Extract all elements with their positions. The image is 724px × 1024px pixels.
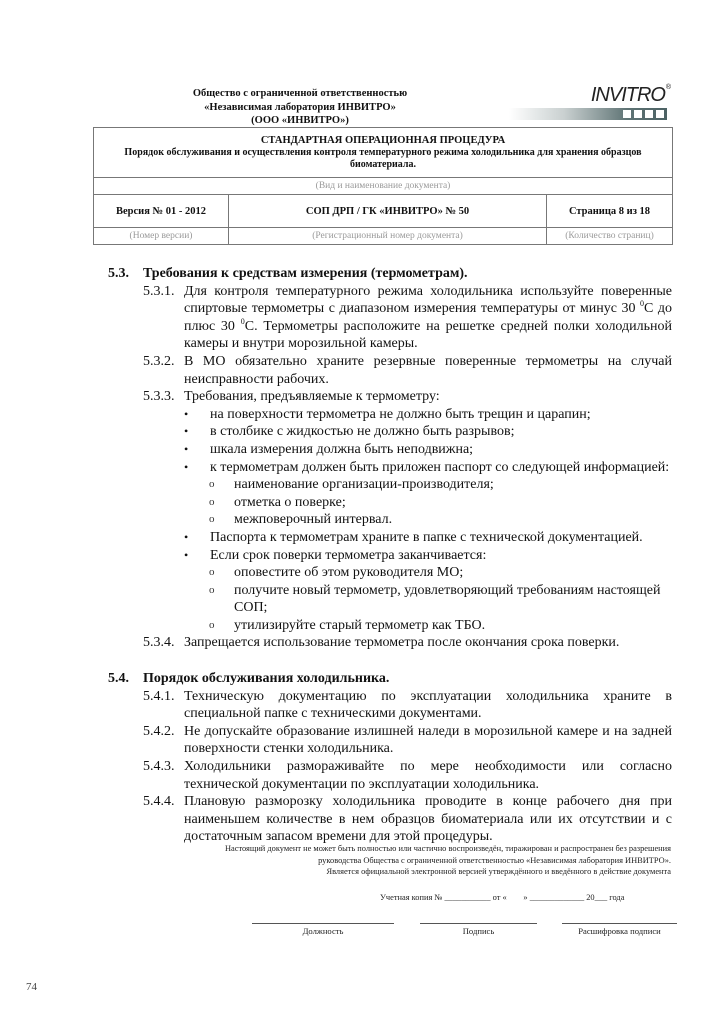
sub-list-item — [0, 476, 672, 494]
list-item-text: шкала измерения должна быть неподвижна; — [210, 441, 474, 457]
section-heading-5-3 — [0, 265, 724, 283]
logo-wordmark: INVITRO — [590, 84, 665, 106]
list-item — [0, 459, 672, 477]
clause-number: 5.3.2. — [143, 353, 175, 369]
list-item-text: на поверхности термометра не должно быть трещин и царапин; — [210, 406, 591, 422]
section-number: 5.3. — [108, 266, 129, 281]
signature-line-signature — [420, 923, 537, 924]
degree-mark: 0 — [240, 316, 245, 326]
page-number: 74 — [26, 981, 37, 993]
bullet-icon: • — [184, 459, 189, 474]
clause-text: Запрещается использование термометра после окончания срока поверки. — [184, 635, 620, 651]
sub-list-item — [0, 511, 672, 529]
notice-line: Является официальной электронной версией утверждённого и введённого в действие документа — [326, 867, 671, 876]
accounting-copy-line: Учетная копия № ___________ от « » _____________ 20___ года — [380, 893, 625, 902]
bullet-icon: • — [184, 529, 189, 544]
registration-number: СОП ДРП / ГК «ИНВИТРО» № 50 — [229, 195, 547, 228]
clause-5-3-2 — [0, 353, 672, 388]
document-body — [0, 265, 724, 846]
clause-number: 5.3.4. — [143, 635, 175, 651]
clause-text: С до плюс 30 — [184, 301, 672, 334]
clause-text: С. Термометры расположите на решетке средней полки холодильной камеры и внутри морозильной камеры. — [184, 318, 673, 352]
logo-square-icon — [656, 110, 664, 118]
clause-number: 5.4.2. — [143, 723, 175, 739]
bullet-icon: • — [184, 547, 189, 562]
clause-5-4-4 — [0, 793, 672, 846]
logo-square-icon — [634, 110, 642, 118]
section-title: Требования к средствам измерения (термометрам). — [143, 266, 468, 281]
notice-line: Настоящий документ не может быть полностью или частично воспроизведён, тиражирован и распространен без разрешения — [224, 844, 671, 853]
document-title-cell — [94, 128, 673, 178]
document-title: Порядок обслуживания и осуществления контроля температурного режима холодильника для хранения образцов биоматериала. — [124, 146, 642, 170]
list-item-text: межповерочный интервал. — [234, 512, 393, 528]
bullet-icon: • — [184, 424, 189, 439]
org-line: Общество с ограниченной ответственностью — [192, 88, 408, 99]
clause-text: В МО обязательно храните резервные поверенные термометры на случай неисправности рабочих. — [184, 353, 672, 387]
page-count: Страница 8 из 18 — [547, 195, 673, 228]
clause-number: 5.4.4. — [143, 794, 175, 810]
circle-bullet-icon: o — [209, 495, 215, 508]
spacer — [0, 652, 724, 670]
pages-caption: (Количество страниц) — [547, 228, 673, 245]
clause-text: Для контроля температурного режима холодильника используйте поверенные спиртовые термометры с диапазоном измерения температуры от минус 30 — [184, 283, 672, 317]
notice-line: руководства Общества с ограниченной ответственностью «Независимая лаборатория ИНВИТРО». — [318, 855, 671, 865]
sub-list-item — [0, 494, 672, 512]
list-item-text: наименование организации-производителя; — [234, 477, 494, 493]
bullet-icon: • — [184, 406, 189, 421]
circle-bullet-icon: o — [209, 478, 215, 491]
logo-gradient-bar — [509, 108, 667, 120]
list-item-text: утилизируйте старый термометр как ТБО. — [234, 617, 486, 633]
document-type-caption: (Вид и наименование документа) — [94, 178, 673, 195]
clause-text: Техническую документацию по эксплуатации холодильника храните в специальной папке с техническими документами. — [184, 688, 672, 722]
clause-text: Плановую разморозку холодильника проводите в конце рабочего дня при наименьшем количестве в нем образцов биоматериала или их отсутствии и с достаточным запасом времени для этой процедуры. — [184, 794, 672, 845]
org-line: (ООО «ИНВИТРО») — [251, 115, 349, 126]
clause-text: Холодильники размораживайте по мере необходимости или согласно технической документации по эксплуатации холодильника. — [184, 759, 672, 792]
section-heading-5-4 — [0, 670, 724, 688]
circle-bullet-icon: o — [209, 583, 215, 596]
clause-number: 5.3.1. — [143, 283, 175, 299]
sub-list-item — [0, 617, 672, 635]
list-item-text: Если срок поверки термометра заканчивается: — [210, 547, 487, 563]
list-item-text: отметка о поверке; — [234, 494, 346, 510]
registration-caption: (Регистрационный номер документа) — [229, 228, 547, 245]
clause-5-4-1 — [0, 688, 672, 723]
clause-5-3-1 — [0, 283, 672, 353]
document-type: СТАНДАРТНАЯ ОПЕРАЦИОННАЯ ПРОЦЕДУРА — [260, 134, 506, 146]
sub-list-item — [0, 582, 672, 617]
list-item-text: к термометрам должен быть приложен паспорт со следующей информацией: — [210, 459, 670, 475]
circle-bullet-icon: o — [209, 566, 215, 579]
clause-number: 5.4.3. — [143, 759, 175, 775]
version-caption: (Номер версии) — [94, 228, 229, 245]
logo-square-icon — [623, 110, 631, 118]
circle-bullet-icon: o — [209, 618, 215, 631]
clause-5-3-3 — [0, 388, 672, 406]
list-item-text: получите новый термометр, удовлетворяющий требованиям настоящей СОП; — [234, 582, 661, 616]
clause-text: Требования, предъявляемые к термометру: — [184, 389, 440, 405]
org-line: «Независимая лаборатория ИНВИТРО» — [204, 101, 396, 113]
list-item-text: в столбике с жидкостью не должно быть разрывов; — [210, 424, 515, 440]
section-title: Порядок обслуживания холодильника. — [143, 671, 390, 687]
list-item — [0, 529, 672, 547]
circle-bullet-icon: o — [209, 513, 215, 526]
clause-5-3-4 — [0, 634, 672, 652]
clause-text: Не допускайте образование излишней наледи в морозильной камере и на задней поверхности стенки холодильника. — [184, 723, 672, 757]
clause-5-4-2 — [0, 723, 672, 758]
clause-number: 5.3.3. — [143, 389, 175, 405]
clause-5-4-3 — [0, 758, 672, 793]
list-item-text: Паспорта к термометрам храните в папке с технической документацией. — [210, 529, 643, 545]
sub-list-item — [0, 564, 672, 582]
logo-square-icon — [645, 110, 653, 118]
section-number: 5.4. — [108, 671, 129, 687]
list-item — [0, 547, 672, 565]
signature-line-decoding — [562, 923, 677, 924]
version-number: Версия № 01 - 2012 — [94, 195, 229, 228]
signature-label: Подпись — [462, 926, 495, 936]
copyright-notice — [140, 843, 671, 878]
signature-line-position — [252, 923, 394, 924]
degree-mark: 0 — [640, 299, 645, 309]
registered-mark: ® — [665, 84, 671, 91]
invitro-logo — [505, 84, 673, 124]
position-label: Должность — [302, 926, 344, 936]
list-item-text: оповестите об этом руководителя МО; — [234, 565, 464, 581]
document-header-table — [93, 127, 673, 245]
bullet-icon: • — [184, 441, 189, 456]
signature-decoding-label: Расшифровка подписи — [578, 926, 661, 936]
list-item — [0, 423, 672, 441]
list-item — [0, 441, 672, 459]
clause-number: 5.4.1. — [143, 688, 175, 704]
organization-name — [150, 87, 450, 128]
list-item — [0, 406, 672, 424]
